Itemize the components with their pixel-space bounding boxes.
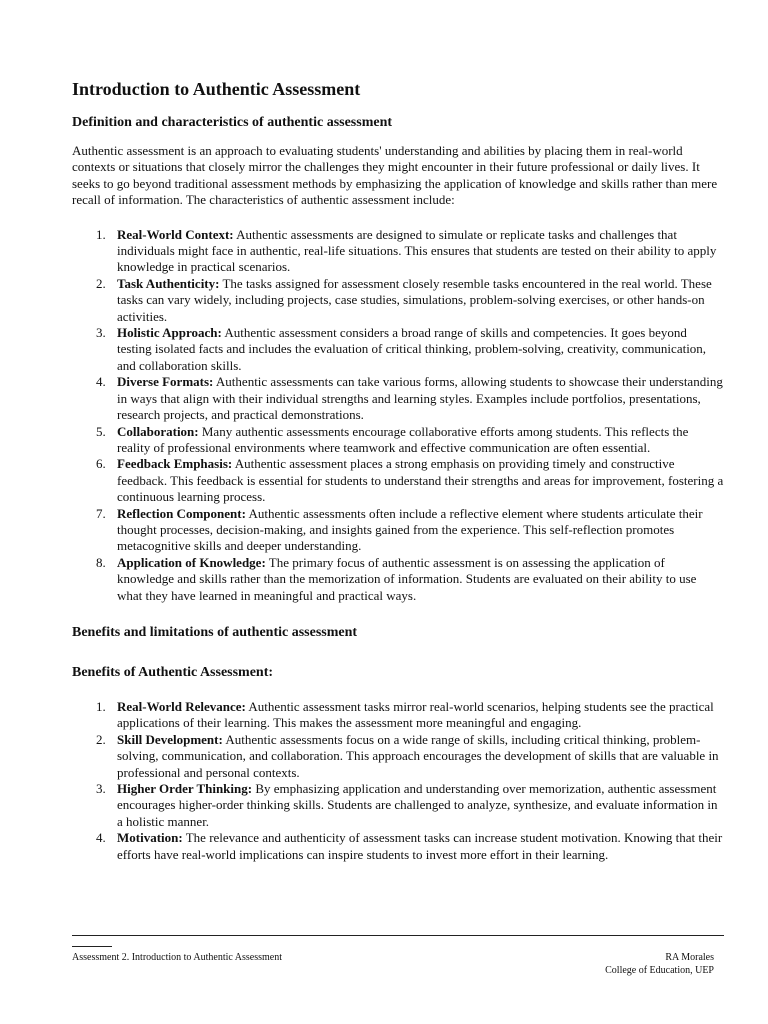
list-number: 5. bbox=[96, 423, 106, 439]
list-number: 1. bbox=[96, 226, 106, 242]
footer-institution: College of Education, UEP bbox=[605, 965, 714, 976]
document-title: Introduction to Authentic Assessment bbox=[72, 79, 361, 99]
list-number: 8. bbox=[96, 554, 106, 570]
list-item bbox=[72, 506, 724, 555]
intro-paragraph: Authentic assessment is an approach to evaluating students' understanding and abilities by placing them in real-world contexts or situations that closely mirror the challenges they might encounter in their future professional or daily lives. It seeks to go beyond traditional assessment methods by emphasizing the application of knowledge and skills rather than mere recall of information. The characteristics of authentic assessment include: bbox=[72, 143, 718, 208]
list-number: 3. bbox=[96, 325, 106, 341]
list-item bbox=[72, 830, 724, 863]
footer-divider bbox=[72, 935, 724, 936]
list-item bbox=[72, 424, 724, 457]
list-item bbox=[72, 456, 724, 505]
item-term: Higher Order Thinking: bbox=[117, 781, 253, 796]
list-number: 4. bbox=[96, 830, 106, 846]
section-heading-benefits-limitations: Benefits and limitations of authentic assessment bbox=[72, 624, 358, 640]
list-item bbox=[72, 699, 724, 732]
item-term: Reflection Component: bbox=[117, 505, 246, 521]
list-item bbox=[72, 555, 724, 604]
list-item bbox=[72, 227, 724, 276]
list-number: 7. bbox=[96, 505, 106, 521]
list-number: 3. bbox=[96, 781, 106, 796]
item-text: Many authentic assessments encourage collaborative efforts among students. This reflects the reality of professional environments where teamwork and effective communication are often essential. bbox=[117, 423, 689, 455]
subheading-benefits: Benefits of Authentic Assessment: bbox=[72, 664, 274, 680]
document-body bbox=[72, 78, 724, 863]
characteristics-list bbox=[72, 227, 724, 604]
item-text: Authentic assessment places a strong emphasis on providing timely and constructive feedback. This feedback is essential for students to understand their strengths and areas for improvement, fostering a continuous learning process. bbox=[117, 456, 724, 505]
item-term: Application of Knowledge: bbox=[117, 554, 266, 570]
footer-divider-short bbox=[72, 946, 112, 947]
item-text: The primary focus of authentic assessment is on assessing the application of knowledge and skills rather than the memorization of information. Students are evaluated on their ability to use what they have learned in meaningful and practical ways. bbox=[117, 554, 697, 603]
item-text: Authentic assessments are designed to simulate or replicate tasks and challenges that individuals might face in authentic, real-life situations. This ensures that students are tested on their ability to apply knowledge in practical scenarios. bbox=[117, 226, 717, 275]
list-number: 6. bbox=[96, 456, 106, 472]
footer-document-title: Assessment 2. Introduction to Authentic Assessment bbox=[72, 952, 282, 963]
list-item bbox=[72, 325, 724, 374]
item-term: Holistic Approach: bbox=[117, 325, 222, 341]
item-term: Real-World Context: bbox=[117, 226, 234, 242]
section-heading-definition: Definition and characteristics of authentic assessment bbox=[72, 115, 393, 130]
item-text: Authentic assessment tasks mirror real-world scenarios, helping students see the practical applications of their learning. This makes the assessment more meaningful and engaging. bbox=[117, 698, 714, 731]
list-item bbox=[72, 276, 724, 325]
item-text: The tasks assigned for assessment closely resemble tasks encountered in the real world. These tasks can vary widely, including projects, case studies, simulations, problem-solving exercises, or other hands-on activities. bbox=[117, 275, 712, 324]
footer-author: RA Morales bbox=[665, 952, 714, 963]
item-text: By emphasizing application and understanding over memorization, authentic assessment encourages higher-order thinking skills. Students are challenged to analyze, synthesize, and evaluate information in a holistic manner. bbox=[117, 781, 718, 829]
footer-author-block bbox=[605, 951, 714, 977]
item-text: Authentic assessment considers a broad range of skills and competencies. It goes beyond testing isolated facts and includes the evaluation of critical thinking, problem-solving, creativity, communication, and collaboration skills. bbox=[117, 325, 707, 373]
item-term: Motivation: bbox=[117, 830, 183, 846]
list-number: 1. bbox=[96, 698, 106, 714]
item-text: Authentic assessments can take various forms, allowing students to showcase their understanding in ways that align with their individual strengths and learning styles. Examples include portfolios, presentations, research projects, and practical demonstrations. bbox=[117, 374, 723, 423]
item-text: Authentic assessments often include a reflective element where students articulate their thought processes, decision-making, and insights gained from the experience. This self-reflection promotes metacognitive skills and deeper understanding. bbox=[117, 505, 703, 554]
item-term: Collaboration: bbox=[117, 423, 199, 439]
list-number: 2. bbox=[96, 275, 106, 291]
list-number: 2. bbox=[96, 731, 106, 747]
item-text: The relevance and authenticity of assessment tasks can increase student motivation. Knowing that their efforts have real-world implications can inspire students to invest more effort in their learning. bbox=[117, 830, 723, 862]
item-term: Real-World Relevance: bbox=[117, 698, 246, 714]
item-term: Task Authenticity: bbox=[117, 275, 220, 291]
benefits-list bbox=[72, 699, 724, 863]
list-item bbox=[72, 374, 724, 423]
list-number: 4. bbox=[96, 374, 106, 390]
item-term: Skill Development: bbox=[117, 731, 223, 747]
list-item bbox=[72, 781, 724, 830]
item-term: Feedback Emphasis: bbox=[117, 456, 233, 472]
item-text: Authentic assessments focus on a wide range of skills, including critical thinking, problem-solving, communication, and collaboration. This approach encourages the development of skills that are valuable in professional and personal contexts. bbox=[117, 731, 719, 780]
item-term: Diverse Formats: bbox=[117, 374, 214, 390]
list-item bbox=[72, 732, 724, 781]
